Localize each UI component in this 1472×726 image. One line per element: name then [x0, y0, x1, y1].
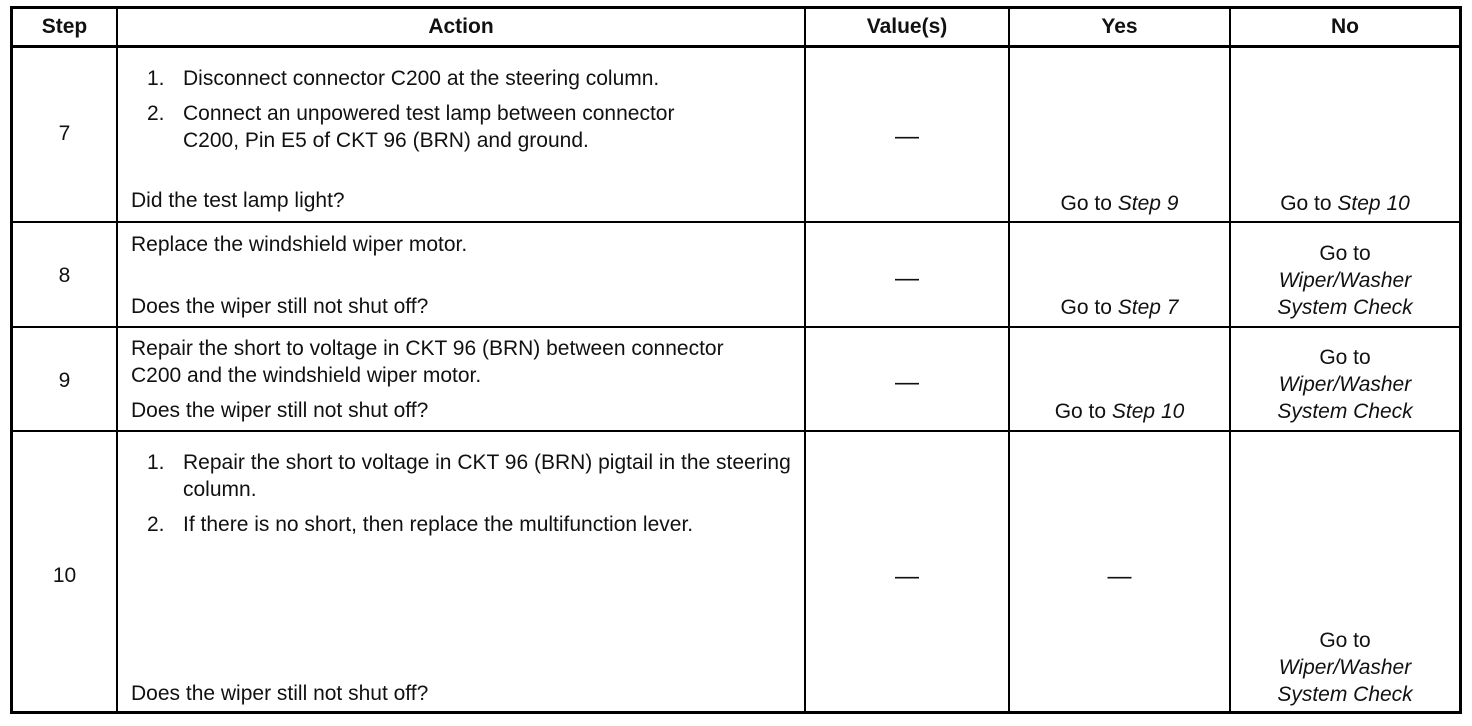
yes-prefix: Go to [1060, 192, 1112, 215]
step-number: 10 [52, 564, 77, 587]
yes-target: Step 10 [1111, 400, 1185, 423]
instruction-text: Repair the short to voltage in CKT 96 (BRN) between connector C200 and the windshield wiper motor. [131, 337, 724, 387]
yes-prefix: Go to [1054, 400, 1107, 423]
no-target-line-2: System Check [1277, 296, 1413, 319]
question-text: Does the wiper still not shut off? [131, 399, 429, 422]
no-target-line-1: Wiper/Washer [1278, 656, 1412, 679]
no-target-line-1: Wiper/Washer [1278, 373, 1412, 396]
no-target-line-2: System Check [1277, 400, 1413, 423]
no-outcome [1231, 344, 1459, 425]
row-divider [13, 326, 1459, 328]
yes-outcome [1010, 294, 1229, 321]
list-item [127, 449, 793, 503]
no-prefix: Go to [1280, 192, 1332, 215]
no-target-line-2: System Check [1277, 683, 1413, 706]
yes-outcome [1010, 190, 1229, 217]
no-prefix: Go to [1319, 242, 1371, 265]
step-number: 8 [58, 264, 71, 287]
yes-target: Step 9 [1117, 192, 1179, 215]
diagnostic-table [10, 6, 1462, 714]
no-prefix: Go to [1319, 346, 1371, 369]
column-divider [1008, 9, 1010, 711]
item-text: If there is no short, then replace the multifunction lever. [183, 513, 694, 536]
yes-dash: — [1107, 563, 1132, 590]
column-divider [804, 9, 806, 711]
value-dash: — [895, 265, 919, 292]
header-action: Action [428, 15, 494, 38]
value-dash: — [895, 563, 919, 590]
step-number: 9 [58, 369, 71, 392]
item-text: Repair the short to voltage in CKT 96 (BRN) pigtail in the steering column. [183, 451, 791, 501]
no-target-line-1: Wiper/Washer [1278, 269, 1412, 292]
row-divider [13, 430, 1459, 432]
item-number: 2. [147, 513, 165, 536]
yes-outcome [1010, 398, 1229, 425]
no-outcome [1231, 627, 1459, 708]
value-dash: — [895, 123, 919, 150]
list-item [127, 100, 733, 154]
item-number: 1. [147, 67, 165, 90]
column-divider [116, 9, 118, 711]
action-list [127, 449, 797, 538]
header-values: Value(s) [866, 15, 948, 38]
list-item [127, 65, 797, 92]
no-outcome [1231, 240, 1459, 321]
row-divider [13, 221, 1459, 223]
header-divider [13, 45, 1459, 48]
header-no: No [1331, 15, 1359, 38]
yes-prefix: Go to [1060, 296, 1112, 319]
question-text: Does the wiper still not shut off? [131, 682, 429, 705]
action-list [127, 65, 797, 154]
no-prefix: Go to [1319, 629, 1371, 652]
list-item [127, 511, 743, 538]
value-dash: — [895, 369, 919, 396]
step-number: 7 [58, 122, 71, 145]
header-step: Step [41, 15, 88, 38]
item-text: Disconnect connector C200 at the steering column. [183, 67, 660, 90]
item-number: 1. [147, 451, 165, 474]
question-text: Does the wiper still not shut off? [131, 295, 429, 318]
header-yes: Yes [1101, 15, 1138, 38]
item-text: Connect an unpowered test lamp between connector C200, Pin E5 of CKT 96 (BRN) and ground. [183, 102, 675, 152]
no-outcome [1231, 190, 1459, 217]
instruction-text: Replace the windshield wiper motor. [131, 233, 468, 256]
no-target: Step 10 [1337, 192, 1410, 215]
question-text: Did the test lamp light? [131, 189, 345, 212]
item-number: 2. [147, 102, 165, 125]
yes-target: Step 7 [1117, 296, 1179, 319]
